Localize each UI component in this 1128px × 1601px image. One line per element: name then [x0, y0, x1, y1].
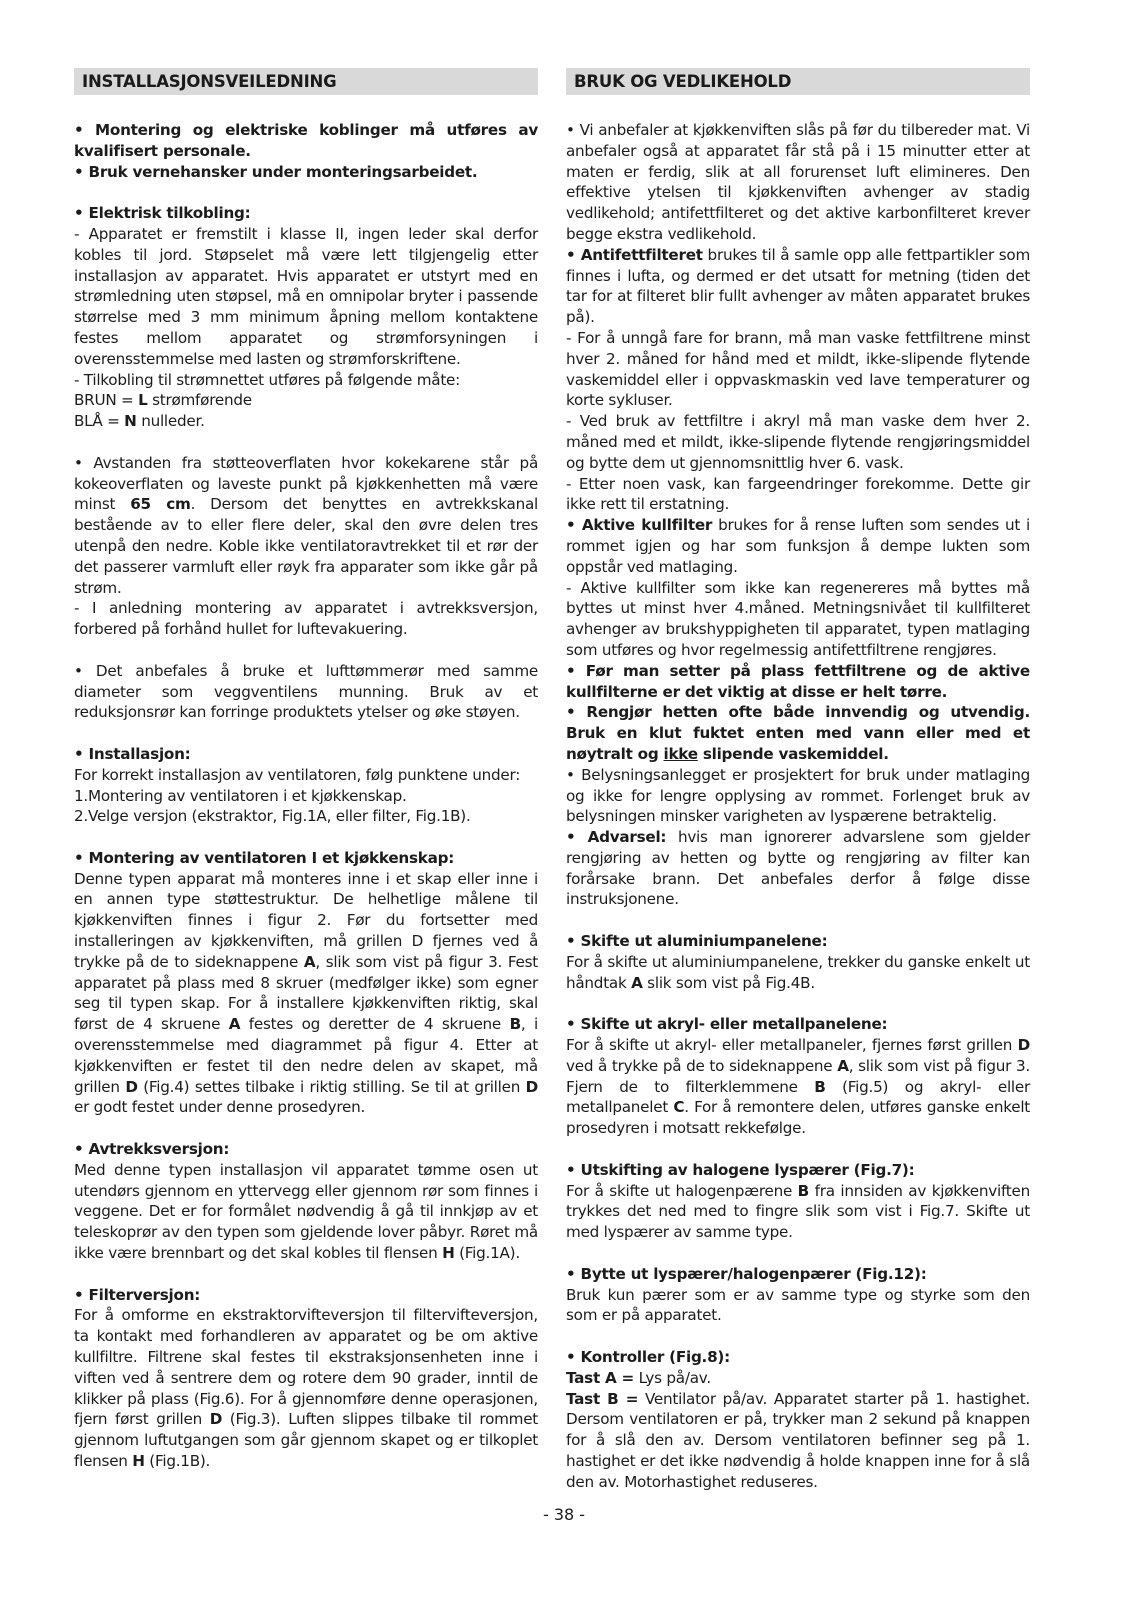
usage-section-title: BRUK OG VEDLIKEHOLD — [566, 68, 1030, 95]
paragraph — [74, 744, 538, 765]
paragraph — [74, 1160, 538, 1264]
bold-text: Tast A = — [566, 1368, 635, 1387]
paragraph — [566, 765, 1030, 827]
text: For å omforme en ekstraktorvifteversjon til filtervifteversjon, ta kontakt med forhandleren av apparatet og be om aktive kullfiltre. Filtrene skal festes til ekstraksjonsenheten inne i viften ved å sentrere dem og rotere dem 90 grader, inntil de klikker på plass (Fig.6). For å gjennomføre denne operasjonen, fjern først grillen — [74, 1306, 538, 1429]
text: . For å remontere delen, utføres ganske enkelt prosedyren i motsatt rekkefølge. — [566, 1098, 1031, 1138]
text: . Dersom det benyttes en avtrekkskanal bestående av to eller flere deler, skal den øvre delen tres utenpå den nedre. Koble ikke ventilatoravtrekket til et rør der det passerer varmluft eller røyk fra apparater som ikke går på strøm. — [74, 495, 538, 597]
paragraph — [74, 1305, 538, 1471]
text: ved å trykke på de to sideknappene — [566, 1056, 838, 1075]
bold-text: • Rengjør hetten ofte både innvendig og utvendig. Bruk en klut fuktet enten med vann eller med et nøytralt og — [566, 703, 1030, 763]
paragraph — [566, 1014, 1030, 1035]
text: BRUN = — [74, 391, 139, 410]
text: • Avstanden fra støtteoverflaten hvor kokekarene står på kokeoverflaten og laveste punkt på kjøkkenhetten må være minst — [74, 453, 538, 514]
bold-text: • Installasjon: — [74, 744, 191, 763]
bold-text: • Bytte ut lyspærer/halogenpærer (Fig.12): — [566, 1264, 927, 1283]
paragraph-spacer — [74, 1264, 538, 1285]
text: - Ved bruk av fettfiltre i akryl må man vaske dem hver 2. måned med et mildt, ikke-slipende flytende rengjøringsmiddel og bytte dem ut gjennomsnittlig hver 6. vask. — [566, 412, 1030, 472]
paragraph — [566, 661, 1030, 703]
bold-text: B — [509, 1015, 521, 1034]
paragraph — [74, 390, 538, 411]
page-number: - 38 - — [542, 1505, 586, 1524]
bold-text: • Før man setter på plass fettfiltrene og de aktive kullfilterne er det viktig at disse er helt tørre. — [566, 661, 1030, 701]
paragraph-spacer — [74, 1118, 538, 1139]
text: hvis man ignorerer advarslene som gjelder rengjøring av hetten og bytte og rengjøring av filter kan forårsake brann. Det anbefales derfor å følge disse instruksjonene. — [566, 828, 1030, 909]
paragraph — [74, 1139, 538, 1160]
paragraph-spacer — [74, 182, 538, 203]
bold-text: • Aktive kullfilter — [566, 516, 713, 535]
paragraph-spacer — [566, 910, 1030, 931]
paragraph — [566, 827, 1030, 910]
text: festes og deretter de 4 skruene — [240, 1015, 510, 1034]
bold-text: • Skifte ut aluminiumpanelene: — [566, 932, 828, 951]
paragraph — [74, 370, 538, 391]
paragraph — [566, 578, 1030, 661]
text: (Fig.1A). — [454, 1244, 520, 1263]
bold-text: A — [631, 973, 643, 992]
text: For å skifte ut aluminiumpanelene, trekker du ganske enkelt ut håndtak — [566, 952, 1030, 992]
paragraph — [566, 474, 1030, 516]
paragraph — [74, 786, 538, 807]
paragraph — [74, 203, 538, 224]
text: - Apparatet er fremstilt i klasse II, ingen leder skal derfor kobles til jord. Støpselet må være lett tilgjengelig etter installasjon av apparatet. Hvis apparatet er utstyrt med en strømledning uten støpsel, må en omnipolar bryter i passende størrelse med 3 mm minimum åpning mellom kontaktene festes mellom apparatet og strømforsyningen i overensstemmelse med lasten og strømforskriftene. — [74, 224, 538, 368]
paragraph — [566, 245, 1030, 328]
paragraph — [566, 1160, 1030, 1181]
paragraph-spacer — [566, 1326, 1030, 1347]
text: Lys på/av. — [634, 1368, 711, 1387]
usage-maintenance-column — [566, 68, 1030, 1493]
paragraph — [566, 952, 1030, 994]
paragraph — [74, 120, 538, 162]
text: strømførende — [147, 391, 252, 410]
paragraph — [566, 702, 1030, 764]
bold-text: • Avtrekksversjon: — [74, 1140, 230, 1159]
text: - Etter noen vask, kan fargeendringer forekomme. Dette gir ikke rett til erstatning. — [566, 474, 1030, 514]
text: Ventilator på/av. Apparatet starter på 1. hastighet. Dersom ventilatoren er på, trykker man 2 sekund på knappen for å slå den av. Dersom ventilatoren befinner seg på 1. hastighet er det ikke nødvendig å holde knappen inne for å slå den av. Motorhastighet reduseres. — [566, 1389, 1031, 1491]
usage-section-body — [566, 120, 1030, 1493]
bold-text: • Kontroller (Fig.8): — [566, 1348, 730, 1367]
bold-text: slipende vaskemiddel. — [697, 744, 889, 763]
paragraph — [566, 1285, 1030, 1327]
bold-text: C — [673, 1098, 685, 1117]
paragraph — [566, 515, 1030, 577]
text: er godt festet under denne prosedyren. — [74, 1098, 366, 1117]
paragraph-spacer — [566, 1243, 1030, 1264]
text: For å skifte ut halogenpærene — [566, 1181, 798, 1200]
text: , i overensstemmelse med diagrammet på figur 4. Etter at kjøkkenviften er festet til den nedre delen av skapet, må grillen — [74, 1015, 538, 1096]
paragraph — [74, 411, 538, 432]
paragraph-spacer — [566, 993, 1030, 1014]
bold-text: 65 cm — [130, 495, 191, 514]
paragraph-spacer — [74, 723, 538, 744]
paragraph — [74, 224, 538, 370]
paragraph — [74, 453, 538, 599]
paragraph — [74, 765, 538, 786]
text: For å skifte ut akryl- eller metallpaneler, fjernes først grillen — [566, 1036, 1018, 1055]
paragraph — [74, 1285, 538, 1306]
bold-text: D — [525, 1077, 538, 1096]
paragraph — [566, 411, 1030, 473]
text: brukes for å rense luften som sendes ut i rommet igjen og har som funksjon å dempe lukten som oppstår ved matlaging. — [566, 516, 1030, 576]
paragraph — [74, 162, 538, 183]
bold-text: H — [132, 1452, 145, 1470]
bold-text: ikke — [663, 744, 698, 763]
paragraph — [566, 1035, 1030, 1139]
text: 1.Montering av ventilatoren i et kjøkkenskap. — [74, 786, 407, 805]
text: • Vi anbefaler at kjøkkenviften slås på før du tilbereder mat. Vi anbefaler også at apparatet får stå på i 15 minutter etter at maten er ferdig, slik at all forurenset luft elimineres. Den effektive ytelsen til kjøkkenviften avhenger av stadig vedlikehold; antifettfilteret og det aktive karbonfilteret krever begge ekstra vedlikehold. — [566, 121, 1030, 243]
installation-section-body — [74, 120, 538, 1472]
paragraph — [566, 1368, 1030, 1389]
bold-text: L — [138, 391, 148, 410]
text: • Belysningsanlegget er prosjektert for bruk under matlaging og ikke for lengre opplysing av rommet. Forlenget bruk av belysningen minsker varigheten av lyspærene betraktelig. — [566, 765, 1030, 826]
bold-text: • Advarsel: — [566, 828, 667, 847]
bold-text: B — [814, 1077, 826, 1096]
text: (Fig.5) og akryl- eller metallpanelet — [566, 1077, 1030, 1117]
text: , slik som vist på figur 3. Fest apparatet på plass med 8 skruer (medfølger ikke) som egner seg til typen skap. For å installere kjøkkenviften riktig, skal først de 4 skruene — [74, 952, 538, 1034]
bold-text: • Skifte ut akryl- eller metallpanelene: — [566, 1015, 888, 1034]
text: - For å unngå fare for brann, må man vaske fettfiltrene minst hver 2. måned for hånd med et mildt, ikke-slipende flytende vaskemiddel eller i oppvaskmaskin ved lave temperaturer og korte sykluser. — [566, 328, 1030, 410]
text: BLÅ = — [74, 412, 125, 431]
bold-text: • Elektrisk tilkobling: — [74, 204, 251, 223]
bold-text: D — [209, 1410, 223, 1429]
paragraph-spacer — [74, 827, 538, 848]
paragraph-spacer — [566, 1139, 1030, 1160]
paragraph — [566, 120, 1030, 245]
bold-text: D — [1017, 1036, 1030, 1055]
installation-column — [74, 68, 538, 1472]
text: - Tilkobling til strømnettet utføres på følgende måte: — [74, 370, 460, 389]
bold-text: B — [797, 1181, 809, 1200]
bold-text: N — [124, 412, 137, 431]
text: Denne typen apparat må monteres inne i et skap eller inne i en annen type støttestruktur. De helhetlige målene til kjøkkenviften finnes i figur 2. Før du fortsetter med installeringen av kjøkkenviften, må grillen D fjernes ved å trykke på de to sideknappene — [74, 869, 538, 971]
bold-text: H — [442, 1244, 455, 1263]
bold-text: A — [303, 952, 316, 971]
bold-text: • Bruk vernehansker under monteringsarbeidet. — [74, 162, 478, 181]
bold-text: • Utskifting av halogene lyspærer (Fig.7): — [566, 1160, 915, 1179]
paragraph — [74, 598, 538, 640]
text: Bruk kun pærer som er av samme type og styrke som den som er på apparatet. — [566, 1285, 1030, 1325]
paragraph — [74, 806, 538, 827]
paragraph-spacer — [74, 640, 538, 661]
installation-section-title: INSTALLASJONSVEILEDNING — [74, 68, 538, 95]
text: • Det anbefales å bruke et lufttømmerør med samme diameter som veggventilens munning. Bruk av et reduksjonsrør kan forringe produktets ytelser og øke støyen. — [74, 661, 538, 722]
text: (Fig.3). Luften slippes tilbake til rommet gjennom luftutgangen som går gjennom skapet og er tilkoplet flensen — [74, 1410, 538, 1470]
bold-text: A — [228, 1015, 241, 1034]
paragraph — [566, 931, 1030, 952]
text: - I anledning montering av apparatet i avtrekksversjon, forbered på forhånd hullet for luftevakuering. — [74, 599, 538, 639]
bold-text: A — [837, 1056, 849, 1075]
bold-text: Tast B = — [566, 1389, 639, 1408]
text: - Aktive kullfilter som ikke kan regenereres må byttes må byttes ut minst hver 4.måned. Metningsnivået til kullfilteret avhenger av brukshyppigheten til apparatet, typen matlaging som utføres og hvor regelmessig antifettfiltrene rengjøres. — [566, 578, 1030, 659]
text: nulleder. — [136, 412, 205, 431]
bold-text: D — [125, 1077, 138, 1096]
bold-text: • Montering av ventilatoren I et kjøkkenskap: — [74, 848, 455, 867]
paragraph — [566, 1264, 1030, 1285]
bold-text: • Antifettfilteret — [566, 245, 703, 264]
paragraph — [74, 848, 538, 869]
paragraph — [74, 661, 538, 723]
paragraph — [566, 328, 1030, 411]
paragraph — [74, 869, 538, 1119]
paragraph — [566, 1347, 1030, 1368]
text: For korrekt installasjon av ventilatoren, følg punktene under: — [74, 765, 521, 784]
paragraph-spacer — [74, 432, 538, 453]
paragraph — [566, 1389, 1030, 1493]
text: Med denne typen installasjon vil apparatet tømme osen ut utendørs gjennom en yttervegg eller gjennom rør som finnes i veggene. Det er for formålet nødvendig å gå til innkjøp av et teleskoprør av den typen som gjeldende lover påbyr. Røret må ikke være brennbart og det skal kobles til flensen — [74, 1160, 538, 1263]
text: slik som vist på Fig.4B. — [642, 973, 815, 992]
bold-text: • Filterversjon: — [74, 1285, 201, 1304]
text: (Fig.4) settes tilbake i riktig stilling. Se til at grillen — [137, 1077, 526, 1096]
text: , slik som vist på figur 3. Fjern de to filterklemmene — [566, 1056, 1030, 1096]
text: fra innsiden av kjøkkenviften trykkes det ned med to fingre slik som vist i Fig.7. Skifte ut med lyspærer av samme type. — [566, 1181, 1030, 1242]
bold-text: • Montering og elektriske koblinger må utføres av kvalifisert personale. — [74, 121, 538, 160]
text: 2.Velge versjon (ekstraktor, Fig.1A, eller filter, Fig.1B). — [74, 807, 471, 826]
text: (Fig.1B). — [144, 1452, 211, 1470]
text: brukes til å samle opp alle fettpartikler som finnes i lufta, og dermed er det utsatt for metning (tiden det tar for at filteret blir fullt avhenger av måten apparatet brukes på). — [566, 245, 1030, 327]
paragraph — [566, 1181, 1030, 1243]
